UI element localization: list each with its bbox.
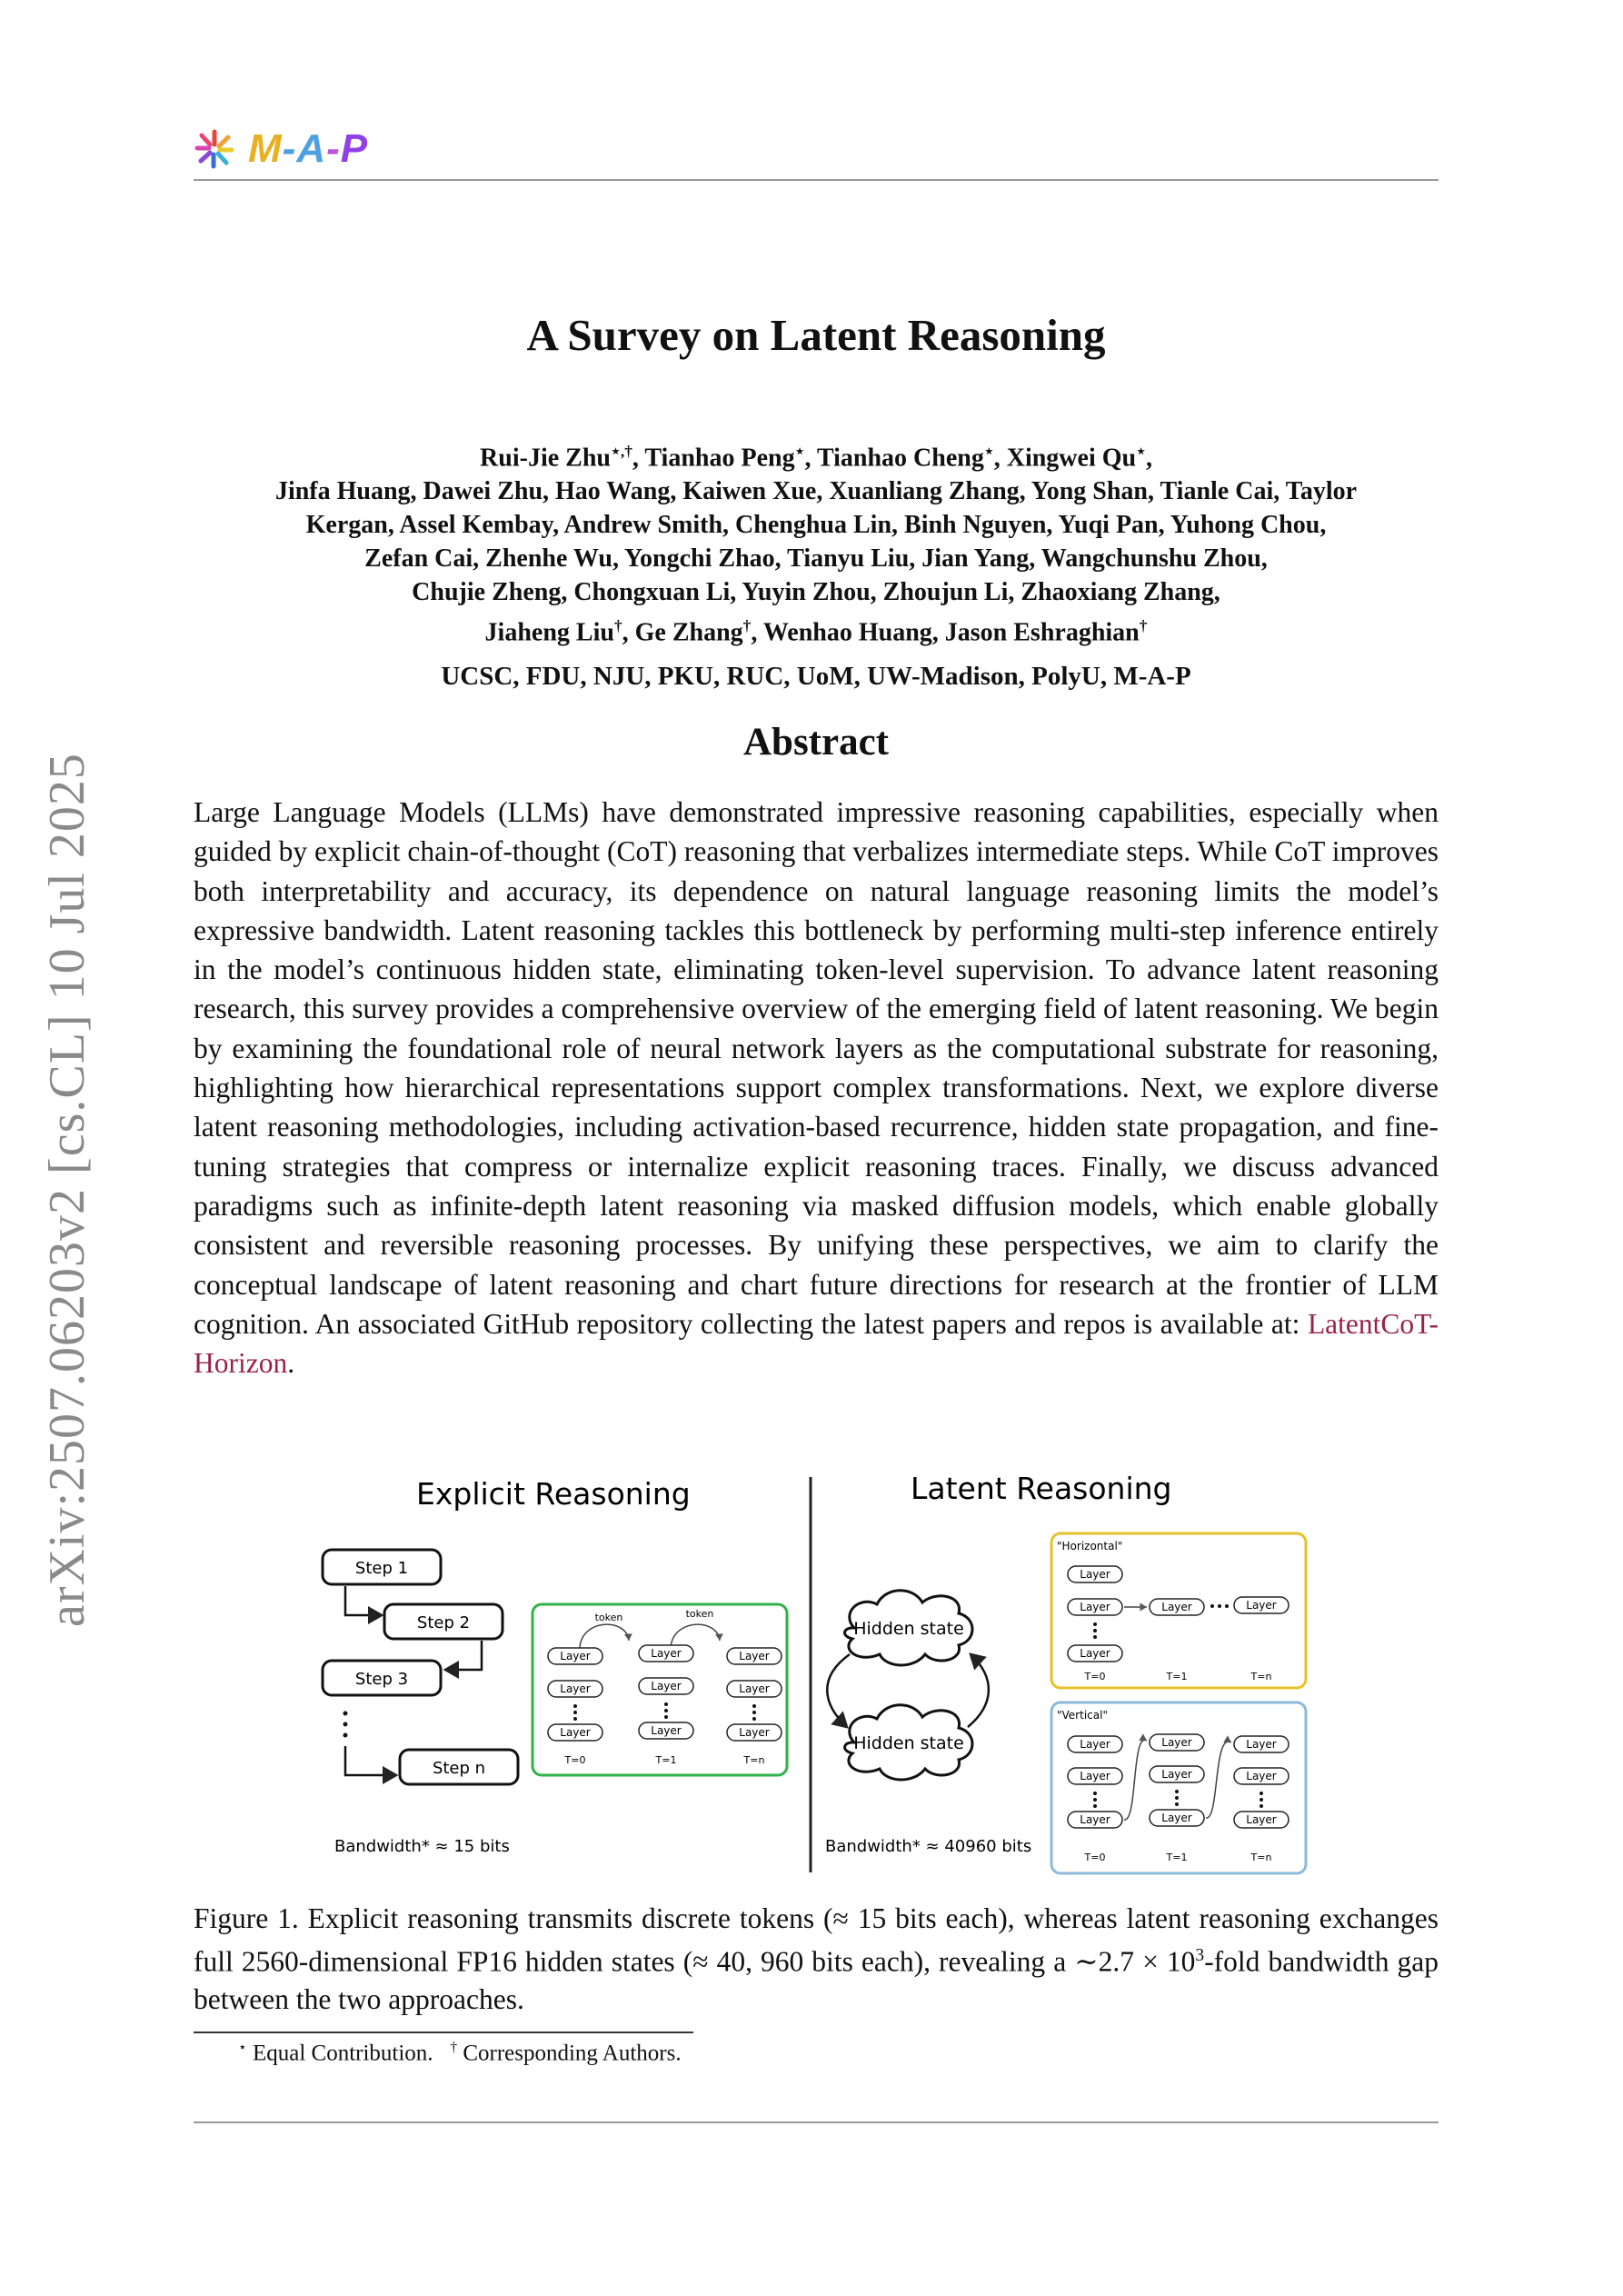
- author-line: Rui-Jie Zhu⋆,†, Tianhao Peng⋆, Tianhao Cheng⋆, Xingwei Qu⋆,: [480, 443, 1152, 473]
- svg-text:Layer: Layer: [1080, 1738, 1110, 1751]
- svg-text:Layer: Layer: [1246, 1770, 1277, 1782]
- abstract-body: Large Language Models (LLMs) have demonstrated impressive reasoning capabilities, especially when guided by explicit chain-of-thought (CoT) reasoning that verbalizes intermediate steps. While CoT improves both interpretability and accuracy, its dependence on natural language reasoning limits the model’s expressive bandwidth. Latent reasoning tackles this bottleneck by performing multi-step inference entirely in the model’s continuous hidden state, eliminating token-level supervision. To advance latent reasoning research, this survey provides a comprehensive overview of the emerging field of latent reasoning. We begin by examining the foundational role of neural network layers as the computational substrate for reasoning, highlighting how hierarchical representations support complex transformations. Next, we explore diverse latent reasoning methodologies, including activation-based recurrence, hidden state propagation, and fine-tuning strategies that compress or internalize explicit reasoning traces. Finally, we discuss advanced paradigms such as infinite-depth latent reasoning via masked diffusion models, which enable globally consistent and reversible reasoning processes. By unifying these perspectives, we aim to clarify the conceptual landscape of latent reasoning and chart future directions for research at the frontier of LLM cognition. An associated GitHub repository collecting the latest papers and repos is available at: LatentCoT-Horizon.: [194, 796, 1439, 1380]
- logo-text: M-A-P: [248, 126, 369, 171]
- footnote: ⋆ Equal Contribution. † Corresponding Authors.: [238, 2040, 682, 2066]
- affiliations: UCSC, FDU, NJU, PKU, RUC, UoM, UW-Madison, PolyU, M-A-P: [441, 662, 1191, 691]
- svg-text:T=n: T=n: [1250, 1671, 1272, 1682]
- svg-text:Layer: Layer: [1161, 1768, 1192, 1781]
- map-logo-icon: [194, 128, 235, 170]
- footer-rule: [194, 2121, 1439, 2123]
- svg-text:Layer: Layer: [739, 1726, 770, 1739]
- svg-text:Step 3: Step 3: [354, 1670, 409, 1689]
- svg-text:Layer: Layer: [1161, 1812, 1192, 1824]
- svg-text:Layer: Layer: [1161, 1736, 1192, 1749]
- author-line: Chujie Zheng, Chongxuan Li, Yuyin Zhou, Zhoujun Li, Zhaoxiang Zhang,: [412, 578, 1220, 607]
- svg-text:Layer: Layer: [651, 1680, 682, 1692]
- layer-column: [639, 1645, 693, 1739]
- svg-text:Layer: Layer: [1080, 1568, 1110, 1581]
- footnote-rule: [194, 2031, 693, 2033]
- author-line: Jinfa Huang, Dawei Zhu, Hao Wang, Kaiwen Xue, Xuanliang Zhang, Yong Shan, Tianle Cai, Taylor: [274, 477, 1358, 506]
- bandwidth-latent: Bandwidth* ≈ 40960 bits: [825, 1837, 1032, 1856]
- svg-text:T=0: T=0: [1084, 1852, 1106, 1863]
- layer-column: [1068, 1736, 1122, 1828]
- header-logo: [194, 122, 368, 176]
- svg-text:Layer: Layer: [1246, 1599, 1277, 1612]
- svg-text:T=1: T=1: [655, 1754, 677, 1766]
- github-link[interactable]: LatentCoT-Horizon: [194, 1307, 1439, 1380]
- svg-text:Layer: Layer: [1080, 1647, 1110, 1660]
- arxiv-stamp: arXiv:2507.06203v2 [cs.CL] 10 Jul 2025: [39, 753, 95, 1627]
- hidden-state-cloud: [845, 1591, 972, 1665]
- hidden-state-cloud: [845, 1705, 972, 1780]
- svg-text:Layer: Layer: [1080, 1601, 1110, 1613]
- layer-column: [1234, 1736, 1289, 1828]
- author-line: Kergan, Assel Kembay, Andrew Smith, Chenghua Lin, Binh Nguyen, Yuqi Pan, Yuhong Chou,: [305, 511, 1327, 540]
- svg-text:Layer: Layer: [1246, 1738, 1277, 1751]
- step-bubble: [323, 1661, 441, 1695]
- author-list: [194, 434, 1439, 650]
- svg-text:Step n: Step n: [432, 1759, 486, 1778]
- layer-column: [727, 1648, 782, 1741]
- figure-1: [309, 1459, 1318, 1877]
- svg-text:Hidden state: Hidden state: [853, 1619, 964, 1639]
- svg-text:Layer: Layer: [1080, 1770, 1110, 1782]
- svg-text:Step 1: Step 1: [354, 1559, 409, 1578]
- author-line: Zefan Cai, Zhenhe Wu, Yongchi Zhao, Tianyu Liu, Jian Yang, Wangchunshu Zhou,: [364, 544, 1268, 574]
- svg-text:"Vertical": "Vertical": [1057, 1709, 1108, 1722]
- author-line: Jiaheng Liu†, Ge Zhang†, Wenhao Huang, Jason Eshraghian†: [484, 617, 1148, 647]
- svg-text:Layer: Layer: [1161, 1601, 1192, 1613]
- vertical-panel: [1051, 1702, 1306, 1873]
- layer-column: [1150, 1734, 1204, 1826]
- svg-text:token: token: [594, 1612, 623, 1623]
- svg-text:"Horizontal": "Horizontal": [1057, 1540, 1123, 1552]
- svg-text:Layer: Layer: [1246, 1813, 1277, 1826]
- svg-text:Layer: Layer: [560, 1726, 591, 1739]
- svg-text:T=0: T=0: [564, 1754, 586, 1766]
- layer-column: [548, 1648, 602, 1741]
- svg-text:T=1: T=1: [1166, 1671, 1188, 1682]
- step-bubble: [323, 1550, 441, 1584]
- svg-text:T=n: T=n: [743, 1754, 765, 1766]
- explicit-title: Explicit Reasoning: [416, 1476, 691, 1512]
- figure-caption: Figure 1. Explicit reasoning transmits discrete tokens (≈ 15 bits each), whereas latent reasoning exchanges full 2560-dimensional FP16 hidden states (≈ 40, 960 bits each), revealing a ∼2.7 × $10^3$-fold bandwidth gap between the two approaches.: [194, 1902, 1439, 2015]
- svg-text:Layer: Layer: [560, 1682, 591, 1695]
- svg-text:Step 2: Step 2: [416, 1613, 471, 1632]
- paper-title: A Survey on Latent Reasoning: [526, 310, 1106, 360]
- svg-text:Hidden state: Hidden state: [853, 1733, 964, 1753]
- svg-text:T=1: T=1: [1166, 1852, 1188, 1863]
- svg-text:Layer: Layer: [739, 1650, 770, 1662]
- svg-text:Layer: Layer: [651, 1724, 682, 1737]
- bandwidth-explicit: Bandwidth* ≈ 15 bits: [334, 1837, 510, 1856]
- header-rule: [194, 179, 1439, 181]
- step-bubble: [384, 1604, 503, 1639]
- step-bubble: [400, 1750, 518, 1784]
- abstract-heading: Abstract: [742, 721, 889, 764]
- latent-title: Latent Reasoning: [911, 1471, 1172, 1506]
- svg-text:Layer: Layer: [1080, 1813, 1110, 1826]
- svg-text:Layer: Layer: [560, 1650, 591, 1662]
- svg-text:T=n: T=n: [1250, 1852, 1272, 1863]
- svg-text:T=0: T=0: [1084, 1671, 1106, 1682]
- svg-text:Layer: Layer: [651, 1647, 682, 1660]
- svg-text:Layer: Layer: [739, 1682, 770, 1695]
- svg-text:token: token: [685, 1608, 714, 1620]
